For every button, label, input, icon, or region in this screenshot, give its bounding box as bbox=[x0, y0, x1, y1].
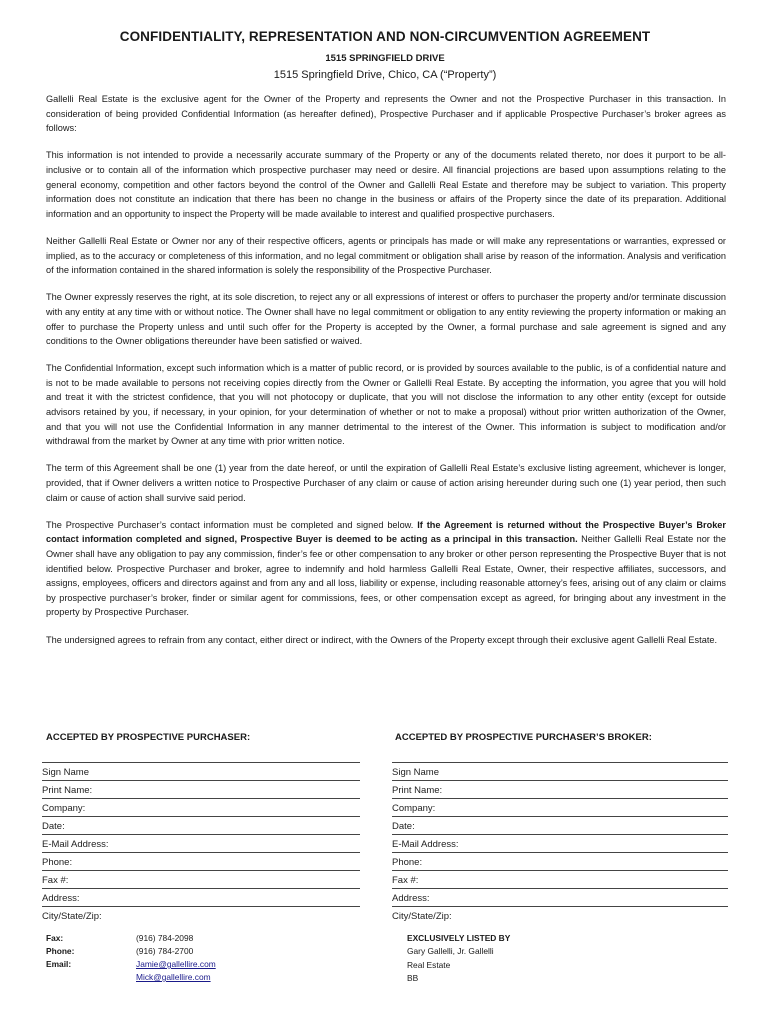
paragraph-no-warranty: Neither Gallelli Real Estate or Owner nor any of their respective officers, agents or principals has made or will make any representations or warranties, expressed or implied, as to the accuracy or completeness of this information, and no legal commitment or obligation shall arise by reason of the information. Analysis and verification of the information contained in the shared information is solely the responsibility of the Prospective Purchaser. bbox=[46, 235, 726, 276]
purchaser-signature-block bbox=[42, 762, 360, 924]
broker-city-state-zip-field[interactable]: City/State/Zip: bbox=[392, 906, 728, 923]
paragraph-disclaimer: This information is not intended to provide a necessarily accurate summary of the Property or any of the documents related thereto, nor does it purport to be all-inclusive or to contain all of the information which prospective purchaser may need or desire. All financial projections are based upon assumptions relating to the general economy, competition and other factors beyond the control of the Owner and Gallelli Real Estate and therefore may be subject to variation. This property information does not constitute an indication that there has been no change in the business or affairs of the Property since the date of its preparation. Additional information and an opportunity to inspect the Property will be made available to interest and qualified prospective purchasers. bbox=[46, 150, 726, 219]
listed-by-heading: EXCLUSIVELY LISTED BY bbox=[407, 933, 511, 943]
paragraph-confidentiality: The Confidential Information, except such information which is a matter of public record, or is provided by sources available to the public, is of a confidential nature and is not to be made available to persons not receiving copies directly from the Owner or Gallelli Real Estate. By accepting the information, you agree that you will hold and treat it with the strictest confidence, that you will not photocopy or duplicate, that you will not disclose the information to any other entity (except for outside advisors retained by you, if necessary, in your opinion, for your determination of whether or not to make a proposal) without prior written authorization of the Owner, and that you will not use the Confidential Information in any manner detrimental to the interest of the Owner. This information is subject to modification and/or withdrawal from the market by Owner at any time with prior written notice. bbox=[46, 363, 726, 447]
contact-info-text-b: Neither Gallelli Real Estate nor the Owner shall have any obligation to pay any commission, finder’s fee or other compensation to any broker or other person representing the Prospective Buyer that is not identified below. Prospective Purchaser and broker, agree to indemnify and hold harmless Gallelli Real Estate, Owner, their respective affiliates, successors, and assigns, employees, officers and directors against and from any and all loss, liability or expense, including reasonable attorney’s fees, arising out of any claim or claims by prospective purchaser’s broker, finder or similar agent for commissions, fees, or other compensation except as agreed, for bringing about any investment in the property by Prospective Purchaser. bbox=[46, 534, 726, 618]
purchaser-phone-field[interactable]: Phone: bbox=[42, 852, 360, 869]
email-link-jamie[interactable]: Jamie@gallellire.com bbox=[136, 959, 216, 969]
contact-info-text-a: The Prospective Purchaser’s contact information must be completed and signed below. bbox=[46, 519, 418, 530]
paragraph-no-contact: The undersigned agrees to refrain from any contact, either direct or indirect, with the Owners of the Property except through their exclusive agent Gallelli Real Estate. bbox=[46, 634, 718, 645]
fax-label: Fax: bbox=[46, 933, 64, 943]
property-address: 1515 Springfield Drive, Chico, CA (“Property”) bbox=[273, 69, 497, 81]
email-label: Email: bbox=[46, 959, 72, 969]
listed-by-line-1: Gary Gallelli, Jr. Gallelli bbox=[407, 946, 494, 957]
purchaser-fax-field[interactable]: Fax #: bbox=[42, 870, 360, 887]
purchaser-print-name-field[interactable]: Print Name: bbox=[42, 780, 360, 797]
broker-sign-name-field[interactable]: Sign Name bbox=[392, 762, 728, 779]
agreement-body bbox=[46, 92, 726, 660]
phone-label: Phone: bbox=[46, 946, 75, 956]
broker-print-name-field[interactable]: Print Name: bbox=[392, 780, 728, 797]
broker-date-field[interactable]: Date: bbox=[392, 816, 728, 833]
paragraph-owner-rights: The Owner expressly reserves the right, at its sole discretion, to reject any or all expressions of interest or offers to purchaser the property and/or terminate discussion with any entity at any time with or without notice. The Owner shall have no legal commitment or obligation to any entity reviewing the property information or making an offer to purchase the Property unless and until such offer for the Property is accepted by the Owner, a formal purchase and sale agreement is signed and any conditions to the Owner obligations thereunder have been satisfied or waived. bbox=[46, 292, 726, 347]
broker-address-field[interactable]: Address: bbox=[392, 888, 728, 905]
purchaser-email-field[interactable]: E-Mail Address: bbox=[42, 834, 360, 851]
purchaser-heading: ACCEPTED BY PROSPECTIVE PURCHASER: bbox=[46, 732, 251, 743]
contact-info-bold: If the Agreement is returned without the Prospective Buyer’s Broker contact information completed and signed, Prospective Buyer is deemed to be acting as a principal in this transaction. bbox=[46, 519, 726, 545]
paragraph-contact-info bbox=[46, 518, 726, 620]
paragraph-intro: Gallelli Real Estate is the exclusive agent for the Owner of the Property and represents the Owner and not the Prospective Purchaser in this transaction. In consideration of being provided Confidential Information (as hereafter defined), Prospective Purchaser and if applicable Prospective Purchaser’s broker agrees as follows: bbox=[46, 94, 726, 134]
purchaser-address-field[interactable]: Address: bbox=[42, 888, 360, 905]
broker-company-field[interactable]: Company: bbox=[392, 798, 728, 815]
listed-by-line-2: Real Estate bbox=[407, 959, 451, 970]
listed-by-block bbox=[407, 932, 510, 986]
email-row-2 bbox=[46, 971, 296, 984]
paragraph-term: The term of this Agreement shall be one (1) year from the date hereof, or until the expiration of Gallelli Real Estate’s exclusive listing agreement, whichever is longer, provided, that if Owner delivers a written notice to Prospective Purchaser of any claim or cause of action arising hereunder during such one (1) year period, then such claim or cause of action shall survive said period. bbox=[46, 463, 726, 503]
document-title: CONFIDENTIALITY, REPRESENTATION AND NON-CIRCUMVENTION AGREEMENT bbox=[119, 29, 651, 44]
purchaser-sign-name-field[interactable]: Sign Name bbox=[42, 762, 360, 779]
purchaser-company-field[interactable]: Company: bbox=[42, 798, 360, 815]
phone-value: (916) 784-2700 bbox=[136, 946, 194, 956]
broker-phone-field[interactable]: Phone: bbox=[392, 852, 728, 869]
listed-by-line-3: BB bbox=[407, 973, 419, 984]
fax-row bbox=[46, 932, 296, 945]
broker-heading: ACCEPTED BY PROSPECTIVE PURCHASER’S BROKER: bbox=[395, 732, 652, 743]
property-subtitle: 1515 SPRINGFIELD DRIVE bbox=[325, 53, 445, 64]
email-link-mick[interactable]: Mick@gallellire.com bbox=[136, 972, 211, 982]
purchaser-city-state-zip-field[interactable]: City/State/Zip: bbox=[42, 906, 360, 923]
agent-contact-block bbox=[46, 932, 296, 984]
phone-row bbox=[46, 945, 296, 958]
broker-email-field[interactable]: E-Mail Address: bbox=[392, 834, 728, 851]
broker-signature-block bbox=[392, 762, 728, 924]
email-row bbox=[46, 958, 296, 971]
purchaser-date-field[interactable]: Date: bbox=[42, 816, 360, 833]
fax-value: (916) 784-2098 bbox=[136, 933, 194, 943]
broker-fax-field[interactable]: Fax #: bbox=[392, 870, 728, 887]
